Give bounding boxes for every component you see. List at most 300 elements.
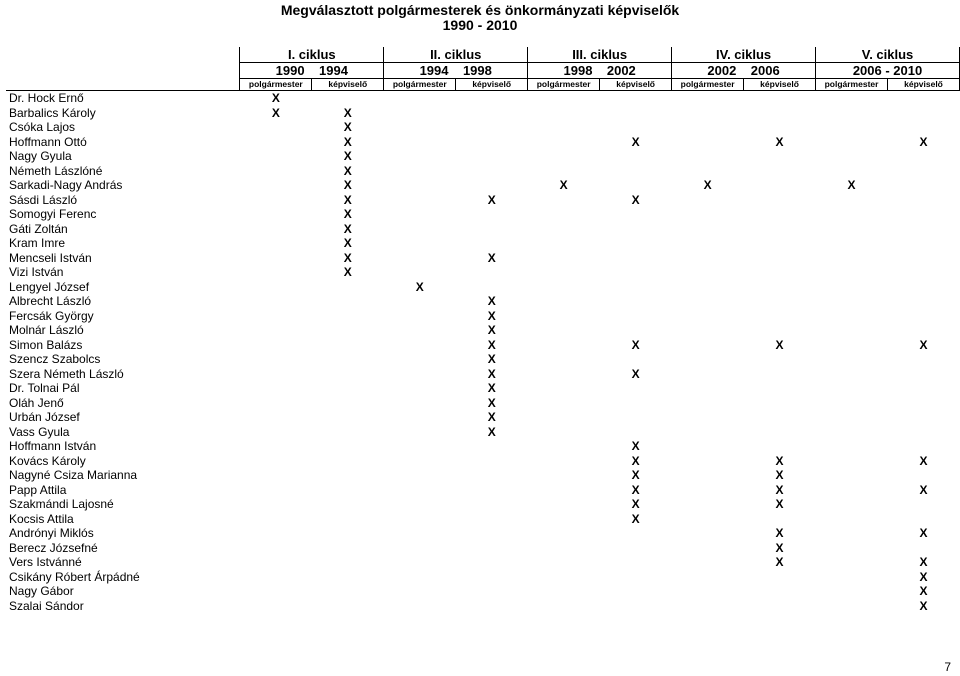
- empty-cell: [744, 251, 816, 266]
- empty-cell: [240, 164, 312, 179]
- empty-cell: [672, 265, 744, 280]
- empty-cell: [816, 207, 888, 222]
- empty-cell: [744, 120, 816, 135]
- role-label: képviselő: [456, 79, 528, 91]
- empty-cell: [456, 468, 528, 483]
- empty-cell: [312, 483, 384, 498]
- table-body: [6, 91, 960, 614]
- mandate-mark: X: [775, 555, 784, 570]
- cycle-5-years: 2006 - 2010: [816, 63, 960, 79]
- person-name: Urbán József: [9, 410, 80, 425]
- empty-cell: [672, 541, 744, 556]
- empty-cell: [528, 497, 600, 512]
- empty-cell: [456, 497, 528, 512]
- table-row: [6, 584, 960, 599]
- empty-cell: [240, 512, 312, 527]
- empty-cell: [456, 454, 528, 469]
- empty-cell: [240, 294, 312, 309]
- empty-cell: [600, 410, 672, 425]
- empty-cell: [528, 454, 600, 469]
- person-name: Kovács Károly: [9, 453, 86, 468]
- empty-cell: [888, 222, 960, 237]
- empty-cell: [744, 381, 816, 396]
- empty-cell: [384, 135, 456, 150]
- empty-cell: [456, 207, 528, 222]
- empty-cell: [528, 541, 600, 556]
- empty-cell: [888, 439, 960, 454]
- mandate-mark: X: [487, 250, 496, 265]
- empty-cell: [816, 483, 888, 498]
- mandate-mark: X: [919, 482, 928, 497]
- role-label: polgármester: [384, 79, 456, 91]
- empty-cell: [600, 91, 672, 106]
- empty-cell: [888, 425, 960, 440]
- document-period: 1990 - 2010: [442, 17, 518, 33]
- mandate-mark: X: [919, 555, 928, 570]
- empty-cell: [456, 164, 528, 179]
- mandate-mark: X: [919, 453, 928, 468]
- empty-cell: [672, 439, 744, 454]
- empty-cell: [528, 584, 600, 599]
- mandate-mark: X: [631, 468, 640, 483]
- person-name: Szencz Szabolcs: [9, 352, 101, 367]
- empty-cell: [240, 497, 312, 512]
- table-row: [6, 526, 960, 541]
- empty-cell: [600, 149, 672, 164]
- person-name: Nagy Gyula: [9, 149, 72, 164]
- mandate-mark: X: [631, 439, 640, 454]
- table-row: [6, 454, 960, 469]
- empty-cell: [528, 236, 600, 251]
- empty-cell: [528, 410, 600, 425]
- empty-cell: [240, 178, 312, 193]
- table-row: [6, 570, 960, 585]
- empty-cell: [888, 381, 960, 396]
- mandate-mark: X: [487, 308, 496, 323]
- empty-cell: [312, 323, 384, 338]
- empty-cell: [312, 497, 384, 512]
- empty-cell: [888, 468, 960, 483]
- empty-cell: [600, 309, 672, 324]
- empty-cell: [312, 541, 384, 556]
- table-row: [6, 91, 960, 106]
- empty-cell: [312, 555, 384, 570]
- empty-cell: [888, 251, 960, 266]
- empty-cell: [672, 207, 744, 222]
- empty-cell: [816, 265, 888, 280]
- empty-cell: [384, 541, 456, 556]
- empty-cell: [600, 381, 672, 396]
- empty-cell: [744, 164, 816, 179]
- person-name: Németh Lászlóné: [9, 163, 103, 178]
- table-row: [6, 512, 960, 527]
- person-name: Papp Attila: [9, 482, 67, 497]
- empty-cell: [528, 425, 600, 440]
- empty-cell: [240, 265, 312, 280]
- empty-cell: [600, 584, 672, 599]
- empty-cell: [240, 425, 312, 440]
- empty-cell: [744, 439, 816, 454]
- empty-cell: [384, 149, 456, 164]
- mandate-mark: X: [631, 497, 640, 512]
- empty-cell: [384, 164, 456, 179]
- empty-cell: [528, 222, 600, 237]
- empty-cell: [600, 265, 672, 280]
- empty-cell: [456, 570, 528, 585]
- person-name: Nagy Gábor: [9, 584, 74, 599]
- empty-cell: [384, 483, 456, 498]
- person-name: Kocsis Attila: [9, 511, 74, 526]
- empty-cell: [672, 468, 744, 483]
- empty-cell: [240, 323, 312, 338]
- empty-cell: [456, 135, 528, 150]
- empty-cell: [672, 396, 744, 411]
- empty-cell: [528, 599, 600, 614]
- person-name: Barbalics Károly: [9, 105, 96, 120]
- empty-cell: [384, 338, 456, 353]
- table-row: [6, 149, 960, 164]
- mandate-mark: X: [487, 381, 496, 396]
- table-row: [6, 439, 960, 454]
- empty-cell: [672, 309, 744, 324]
- empty-cell: [672, 294, 744, 309]
- table-row: [6, 236, 960, 251]
- empty-cell: [888, 120, 960, 135]
- cycle-2-years: 1994 1998: [384, 63, 528, 79]
- empty-cell: [456, 149, 528, 164]
- empty-cell: [600, 352, 672, 367]
- empty-cell: [312, 454, 384, 469]
- table-row: [6, 207, 960, 222]
- empty-cell: [816, 367, 888, 382]
- person-name: Hoffmann István: [9, 439, 97, 454]
- empty-cell: [312, 599, 384, 614]
- empty-cell: [600, 294, 672, 309]
- empty-cell: [744, 425, 816, 440]
- person-name: Gáti Zoltán: [9, 221, 68, 236]
- empty-cell: [528, 265, 600, 280]
- empty-cell: [384, 439, 456, 454]
- empty-cell: [672, 280, 744, 295]
- table-row: [6, 106, 960, 121]
- empty-cell: [384, 193, 456, 208]
- empty-cell: [816, 396, 888, 411]
- empty-cell: [816, 135, 888, 150]
- empty-cell: [744, 236, 816, 251]
- empty-cell: [528, 323, 600, 338]
- empty-cell: [456, 106, 528, 121]
- cycle-1-years: 1990 1994: [240, 63, 384, 79]
- table-row: [6, 294, 960, 309]
- empty-cell: [528, 352, 600, 367]
- table-row: [6, 178, 960, 193]
- empty-cell: [672, 135, 744, 150]
- mandate-mark: X: [775, 453, 784, 468]
- table-row: [6, 323, 960, 338]
- empty-cell: [816, 584, 888, 599]
- empty-cell: [240, 468, 312, 483]
- empty-cell: [240, 149, 312, 164]
- empty-cell: [528, 468, 600, 483]
- person-name: Fercsák György: [9, 308, 94, 323]
- table-row: [6, 309, 960, 324]
- mandate-mark: X: [343, 250, 352, 265]
- empty-cell: [744, 584, 816, 599]
- empty-cell: [528, 439, 600, 454]
- person-name: Lengyel József: [9, 279, 90, 294]
- person-name: Csóka Lajos: [9, 120, 76, 135]
- mandate-mark: X: [343, 163, 352, 178]
- empty-cell: [672, 483, 744, 498]
- mandate-mark: X: [559, 178, 568, 193]
- empty-cell: [240, 309, 312, 324]
- empty-cell: [240, 193, 312, 208]
- empty-cell: [312, 425, 384, 440]
- empty-cell: [816, 323, 888, 338]
- person-name: Hoffmann Ottó: [9, 134, 87, 149]
- empty-cell: [240, 410, 312, 425]
- mandate-mark: X: [919, 337, 928, 352]
- empty-cell: [384, 555, 456, 570]
- empty-cell: [744, 91, 816, 106]
- mandate-mark: X: [487, 352, 496, 367]
- mandate-mark: X: [919, 569, 928, 584]
- empty-cell: [816, 468, 888, 483]
- empty-cell: [744, 396, 816, 411]
- table-row: [6, 599, 960, 614]
- table-row: [6, 425, 960, 440]
- empty-cell: [672, 555, 744, 570]
- mandate-mark: X: [343, 120, 352, 135]
- mandate-mark: X: [703, 178, 712, 193]
- empty-cell: [744, 149, 816, 164]
- empty-cell: [888, 396, 960, 411]
- empty-cell: [816, 91, 888, 106]
- cycle-4-label: IV. ciklus: [672, 47, 816, 63]
- mandate-mark: X: [631, 482, 640, 497]
- empty-cell: [240, 454, 312, 469]
- role-label: polgármester: [240, 79, 312, 91]
- cycle-1-label: I. ciklus: [240, 47, 384, 63]
- mandate-mark: X: [415, 279, 424, 294]
- person-name: Sásdi László: [9, 192, 78, 207]
- empty-cell: [528, 106, 600, 121]
- empty-cell: [384, 91, 456, 106]
- empty-cell: [240, 541, 312, 556]
- mandate-mark: X: [343, 236, 352, 251]
- person-name: Molnár László: [9, 323, 84, 338]
- empty-cell: [600, 555, 672, 570]
- table-row: [6, 497, 960, 512]
- mandate-mark: X: [847, 178, 856, 193]
- mandate-mark: X: [487, 192, 496, 207]
- empty-cell: [312, 570, 384, 585]
- empty-cell: [672, 410, 744, 425]
- role-label: képviselő: [888, 79, 960, 91]
- empty-cell: [672, 120, 744, 135]
- table-row: [6, 555, 960, 570]
- mandate-mark: X: [631, 337, 640, 352]
- empty-cell: [528, 309, 600, 324]
- empty-cell: [744, 512, 816, 527]
- document-title: Megválasztott polgármesterek és önkormányzati képviselők: [280, 2, 680, 18]
- mandate-mark: X: [631, 511, 640, 526]
- person-name: Sarkadi-Nagy András: [9, 178, 123, 193]
- empty-cell: [888, 106, 960, 121]
- empty-cell: [888, 91, 960, 106]
- empty-cell: [816, 425, 888, 440]
- empty-cell: [384, 367, 456, 382]
- table-row: [6, 164, 960, 179]
- empty-cell: [528, 135, 600, 150]
- empty-cell: [888, 164, 960, 179]
- empty-cell: [528, 381, 600, 396]
- empty-cell: [528, 294, 600, 309]
- empty-cell: [816, 541, 888, 556]
- empty-cell: [240, 584, 312, 599]
- empty-cell: [672, 149, 744, 164]
- empty-cell: [672, 599, 744, 614]
- empty-cell: [528, 338, 600, 353]
- empty-cell: [816, 454, 888, 469]
- empty-cell: [816, 222, 888, 237]
- empty-cell: [528, 149, 600, 164]
- empty-cell: [816, 236, 888, 251]
- mandate-mark: X: [487, 395, 496, 410]
- empty-cell: [744, 178, 816, 193]
- empty-cell: [456, 483, 528, 498]
- person-name: Szalai Sándor: [9, 598, 84, 613]
- empty-cell: [600, 178, 672, 193]
- empty-cell: [312, 584, 384, 599]
- empty-cell: [888, 323, 960, 338]
- empty-cell: [240, 338, 312, 353]
- table-row: [6, 135, 960, 150]
- person-name: Nagyné Csiza Marianna: [9, 468, 138, 483]
- empty-cell: [240, 222, 312, 237]
- empty-cell: [744, 193, 816, 208]
- empty-cell: [240, 236, 312, 251]
- mandate-mark: X: [919, 584, 928, 599]
- empty-cell: [672, 381, 744, 396]
- mandate-mark: X: [271, 105, 280, 120]
- empty-cell: [240, 280, 312, 295]
- empty-cell: [456, 541, 528, 556]
- mandate-mark: X: [487, 294, 496, 309]
- empty-cell: [312, 91, 384, 106]
- cycle-3-label: III. ciklus: [528, 47, 672, 63]
- person-name: Kram Imre: [9, 236, 66, 251]
- empty-cell: [528, 193, 600, 208]
- table-row: [6, 120, 960, 135]
- empty-cell: [816, 193, 888, 208]
- mandate-mark: X: [487, 366, 496, 381]
- empty-cell: [312, 410, 384, 425]
- table-row: [6, 251, 960, 266]
- empty-cell: [600, 570, 672, 585]
- empty-cell: [888, 367, 960, 382]
- empty-cell: [672, 497, 744, 512]
- role-label: képviselő: [744, 79, 816, 91]
- empty-cell: [672, 352, 744, 367]
- empty-cell: [744, 410, 816, 425]
- empty-cell: [816, 164, 888, 179]
- mandate-mark: X: [343, 134, 352, 149]
- empty-cell: [528, 91, 600, 106]
- empty-cell: [312, 338, 384, 353]
- empty-cell: [672, 425, 744, 440]
- empty-cell: [384, 468, 456, 483]
- empty-cell: [240, 381, 312, 396]
- mandate-mark: X: [343, 149, 352, 164]
- empty-cell: [240, 483, 312, 498]
- mandate-mark: X: [487, 337, 496, 352]
- empty-cell: [600, 599, 672, 614]
- empty-cell: [744, 106, 816, 121]
- empty-cell: [816, 381, 888, 396]
- empty-cell: [672, 193, 744, 208]
- mandate-mark: X: [919, 134, 928, 149]
- empty-cell: [456, 265, 528, 280]
- empty-cell: [240, 555, 312, 570]
- empty-cell: [312, 309, 384, 324]
- empty-cell: [528, 207, 600, 222]
- empty-cell: [528, 526, 600, 541]
- mandate-mark: X: [343, 105, 352, 120]
- empty-cell: [456, 91, 528, 106]
- empty-cell: [600, 526, 672, 541]
- empty-cell: [384, 570, 456, 585]
- empty-cell: [672, 584, 744, 599]
- empty-cell: [312, 352, 384, 367]
- role-label: képviselő: [312, 79, 384, 91]
- empty-cell: [888, 207, 960, 222]
- cycle-4-years: 2002 2006: [672, 63, 816, 79]
- empty-cell: [528, 251, 600, 266]
- empty-cell: [672, 570, 744, 585]
- empty-cell: [888, 265, 960, 280]
- empty-cell: [816, 149, 888, 164]
- empty-cell: [528, 367, 600, 382]
- empty-cell: [384, 396, 456, 411]
- empty-cell: [456, 599, 528, 614]
- empty-cell: [816, 570, 888, 585]
- role-label: polgármester: [672, 79, 744, 91]
- empty-cell: [240, 135, 312, 150]
- page-number: 7: [944, 660, 951, 674]
- person-name: Mencseli István: [9, 250, 92, 265]
- empty-cell: [888, 497, 960, 512]
- mandate-mark: X: [631, 192, 640, 207]
- empty-cell: [816, 410, 888, 425]
- empty-cell: [528, 555, 600, 570]
- mandate-mark: X: [487, 323, 496, 338]
- table-row: [6, 381, 960, 396]
- empty-cell: [816, 251, 888, 266]
- role-label: képviselő: [600, 79, 672, 91]
- empty-cell: [744, 599, 816, 614]
- empty-cell: [888, 178, 960, 193]
- empty-cell: [744, 352, 816, 367]
- mandate-mark: X: [631, 134, 640, 149]
- empty-cell: [672, 164, 744, 179]
- empty-cell: [528, 120, 600, 135]
- mandate-mark: X: [775, 468, 784, 483]
- empty-cell: [816, 309, 888, 324]
- person-name: Vers Istvánné: [9, 555, 82, 570]
- empty-cell: [384, 309, 456, 324]
- empty-cell: [456, 280, 528, 295]
